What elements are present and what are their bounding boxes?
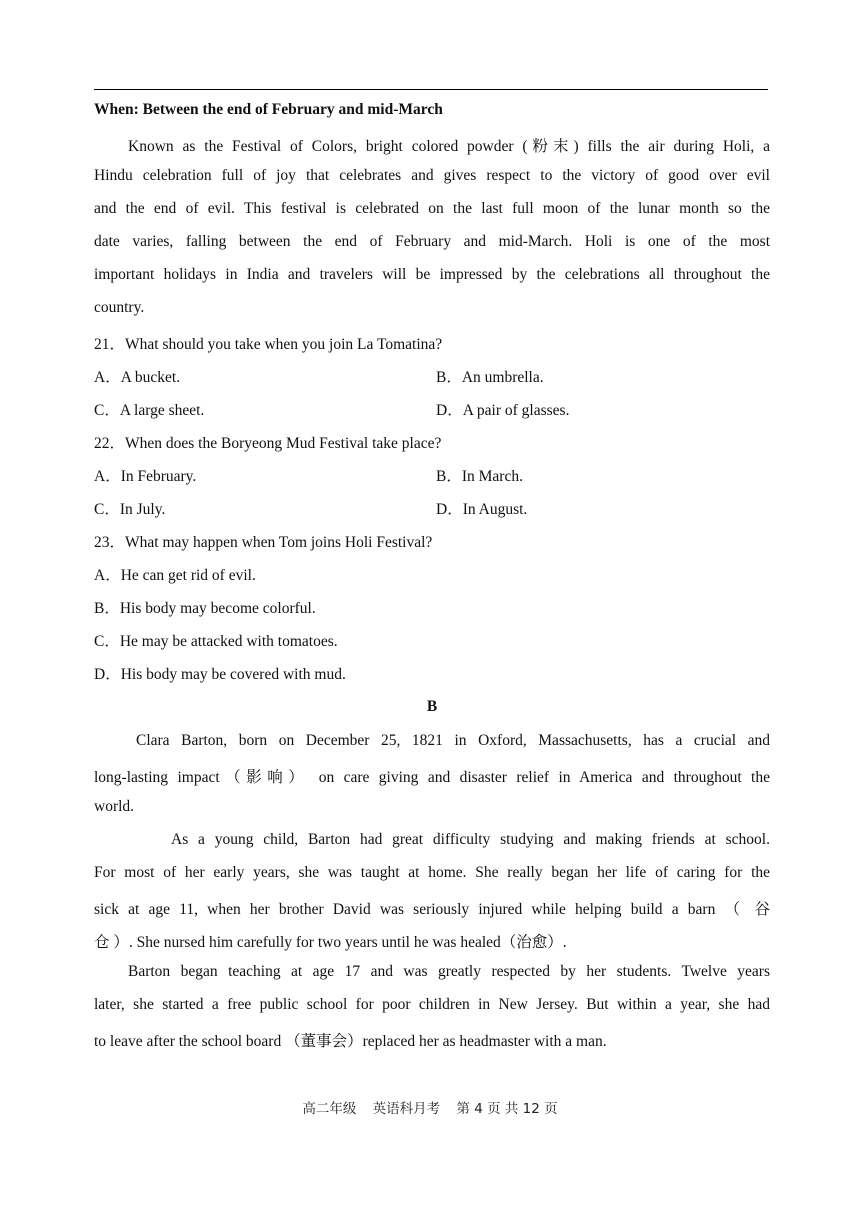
option-c: C．A large sheet. [94,402,205,419]
option-b: B．In March. [436,468,523,485]
paragraph-line: world. [94,798,135,815]
option-b: B．His body may become colorful. [94,600,316,617]
paragraph-line: and the end of evil. This festival is celebrated on the last full moon of the lunar month so the [94,200,770,217]
section-heading: When: Between the end of February and mid-March [94,101,443,118]
paragraph-line: to leave after the school board （董事会）replaced her as headmaster with a man. [94,1033,607,1050]
question-stem: 23．What may happen when Tom joins Holi Festival? [94,534,433,551]
footer-page-number: 第 4 页 共 12 页 [456,1101,558,1117]
option-d: D．A pair of glasses. [436,402,570,419]
option-d: D．His body may be covered with mud. [94,666,346,683]
option-c: C．In July. [94,501,166,518]
paragraph-line: 仓 ）. She nursed him carefully for two years until he was healed（治愈）. [94,934,567,951]
header-rule [94,89,768,90]
paragraph-line: important holidays in India and travelers will be impressed by the celebrations all throughout the [94,266,770,283]
paragraph-line: For most of her early years, she was taught at home. She really began her life of caring for the [94,864,770,881]
paragraph-line: Barton began teaching at age 17 and was greatly respected by her students. Twelve years [128,963,770,980]
paragraph-line: sick at age 11, when her brother David was seriously injured while helping build a barn （ 谷 [94,901,770,918]
option-a: A．He can get rid of evil. [94,567,256,584]
option-d: D．In August. [436,501,528,518]
option-a: A．In February. [94,468,197,485]
footer-subject: 英语科月考 [372,1101,441,1117]
question-stem: 21．What should you take when you join La Tomatina? [94,336,443,353]
paragraph-line: Hindu celebration full of joy that celebrates and gives respect to the victory of good over evil [94,167,770,184]
paragraph-line: Clara Barton, born on December 25, 1821 in Oxford, Massachusetts, has a crucial and [136,732,770,749]
paragraph-line: country. [94,299,145,316]
paragraph-line: date varies, falling between the end of February and mid-March. Holi is one of the most [94,233,770,250]
page-footer [0,1097,860,1117]
paragraph-line: As a young child, Barton had great difficulty studying and making friends at school. [171,831,770,848]
paragraph-line: long-lasting impact（影响） on care giving and disaster relief in America and throughout the [94,769,770,786]
option-c: C．He may be attacked with tomatoes. [94,633,338,650]
paragraph-line: Known as the Festival of Colors, bright colored powder (粉末) fills the air during Holi, a [128,138,770,155]
option-b: B．An umbrella. [436,369,544,386]
section-b-title: B [426,698,438,715]
paragraph-line: later, she started a free public school for poor children in New Jersey. But within a year, she had [94,996,770,1013]
footer-grade: 高二年级 [302,1101,357,1117]
question-stem: 22．When does the Boryeong Mud Festival take place? [94,435,442,452]
option-a: A．A bucket. [94,369,181,386]
